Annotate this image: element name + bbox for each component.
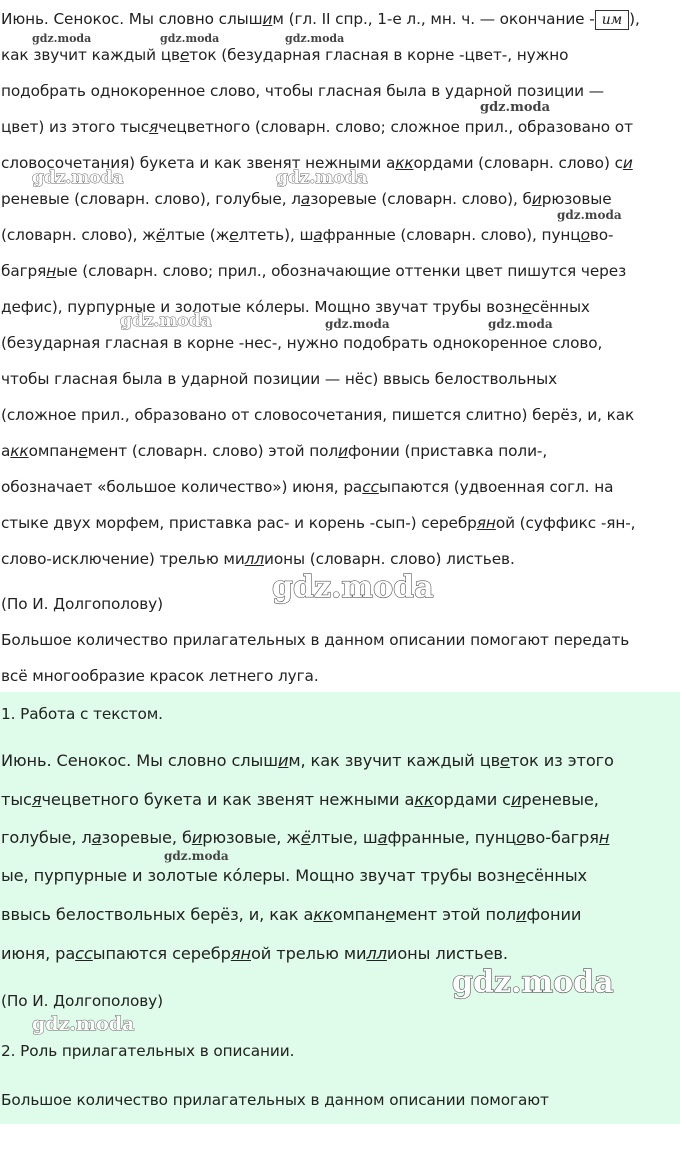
watermark: gdz.moda	[276, 168, 368, 188]
text-line: цвет) из этого тысячецветного (словарн. слово; сложное прил., образовано от	[1, 118, 633, 136]
text-line: дефис), пурпурные и золотые ко́леры. Мощно звучат трубы вознесённых	[1, 298, 590, 316]
text-line: стыке двух морфем, приставка рас- и корень -сып-) серебряной (суффикс -ян-,	[1, 514, 636, 532]
text-line: (словарн. слово), жёлтые (желтеть), шафранные (словарн. слово), пунцово-	[1, 226, 614, 244]
watermark: gdz.moda	[32, 168, 124, 188]
text-line: ые, пурпурные и золотые ко́леры. Мощно звучат трубы вознесённых	[1, 866, 587, 885]
text-line: Большое количество прилагательных в данном описании помогают	[1, 1091, 549, 1109]
text-line: (безударная гласная в корне -нес-, нужно подобрать однокоренное слово,	[1, 334, 603, 352]
watermark: gdz.moda	[557, 208, 622, 222]
watermark: gdz.moda	[325, 317, 390, 331]
text-line: аккомпанемент (словарн. слово) этой полифонии (приставка поли-,	[1, 442, 548, 460]
text-line: словосочетания) букета и как звенят нежными аккордами (словарн. слово) си	[1, 154, 633, 172]
text-line: реневые (словарн. слово), голубые, лазоревые (словарн. слово), бирюзовые	[1, 190, 612, 208]
watermark: gdz.moda	[480, 100, 551, 115]
text-line: июня, рассыпаются серебряной трелью миллионы листьев.	[1, 944, 508, 963]
watermark: gdz.moda	[452, 965, 614, 1000]
watermark: gdz.moda	[32, 32, 92, 45]
watermark: gdz.moda	[488, 317, 553, 331]
section-heading: 1. Работа с текстом.	[1, 705, 163, 723]
watermark: gdz.moda	[32, 1013, 135, 1035]
author-attribution: (По И. Долгополову)	[1, 595, 163, 613]
text-line: всё многообразие красок летнего луга.	[1, 667, 319, 685]
author-attribution: (По И. Долгополову)	[1, 992, 163, 1010]
watermark: gdz.moda	[164, 849, 229, 863]
watermark: gdz.moda	[160, 32, 220, 45]
watermark: gdz.moda	[120, 311, 212, 331]
text-line: багряные (словарн. слово; прил., обозначающие оттенки цвет пишутся через	[1, 262, 627, 280]
text-line: Большое количество прилагательных в данном описании помогают передать	[1, 631, 630, 649]
text-line: голубые, лазоревые, бирюзовые, жёлтые, шафранные, пунцово-багрян	[1, 828, 610, 847]
watermark: gdz.moda	[272, 570, 434, 605]
text-line: Июнь. Сенокос. Мы словно слышим, как звучит каждый цветок из этого	[1, 751, 614, 770]
text-line: ввысь белоствольных берёз, и, как аккомпанемент этой полифонии	[1, 905, 582, 924]
text-line: чтобы гласная была в ударной позиции — нёс) ввысь белоствольных	[1, 370, 558, 388]
watermark: gdz.moda	[285, 32, 345, 45]
text-line: (сложное прил., образовано от словосочетания, пишется слитно) берёз, и, как	[1, 406, 635, 424]
text-line: обозначает «большое количество») июня, рассыпаются (удвоенная согл. на	[1, 478, 614, 496]
text-line: тысячецветного букета и как звенят нежными аккордами сиреневые,	[1, 790, 599, 809]
section-heading: 2. Роль прилагательных в описании.	[1, 1042, 295, 1060]
text-line: Июнь. Сенокос. Мы словно слышим (гл. II спр., 1-е л., мн. ч. — окончание - им ),	[1, 10, 640, 28]
ending-box: им	[595, 10, 629, 30]
text-line: подобрать однокоренное слово, чтобы гласная была в ударной позиции —	[1, 82, 604, 100]
text-line: как звучит каждый цветок (безударная гласная в корне -цвет-, нужно	[1, 46, 569, 64]
text-line: слово-исключение) трелью миллионы (словарн. слово) листьев.	[1, 550, 515, 568]
